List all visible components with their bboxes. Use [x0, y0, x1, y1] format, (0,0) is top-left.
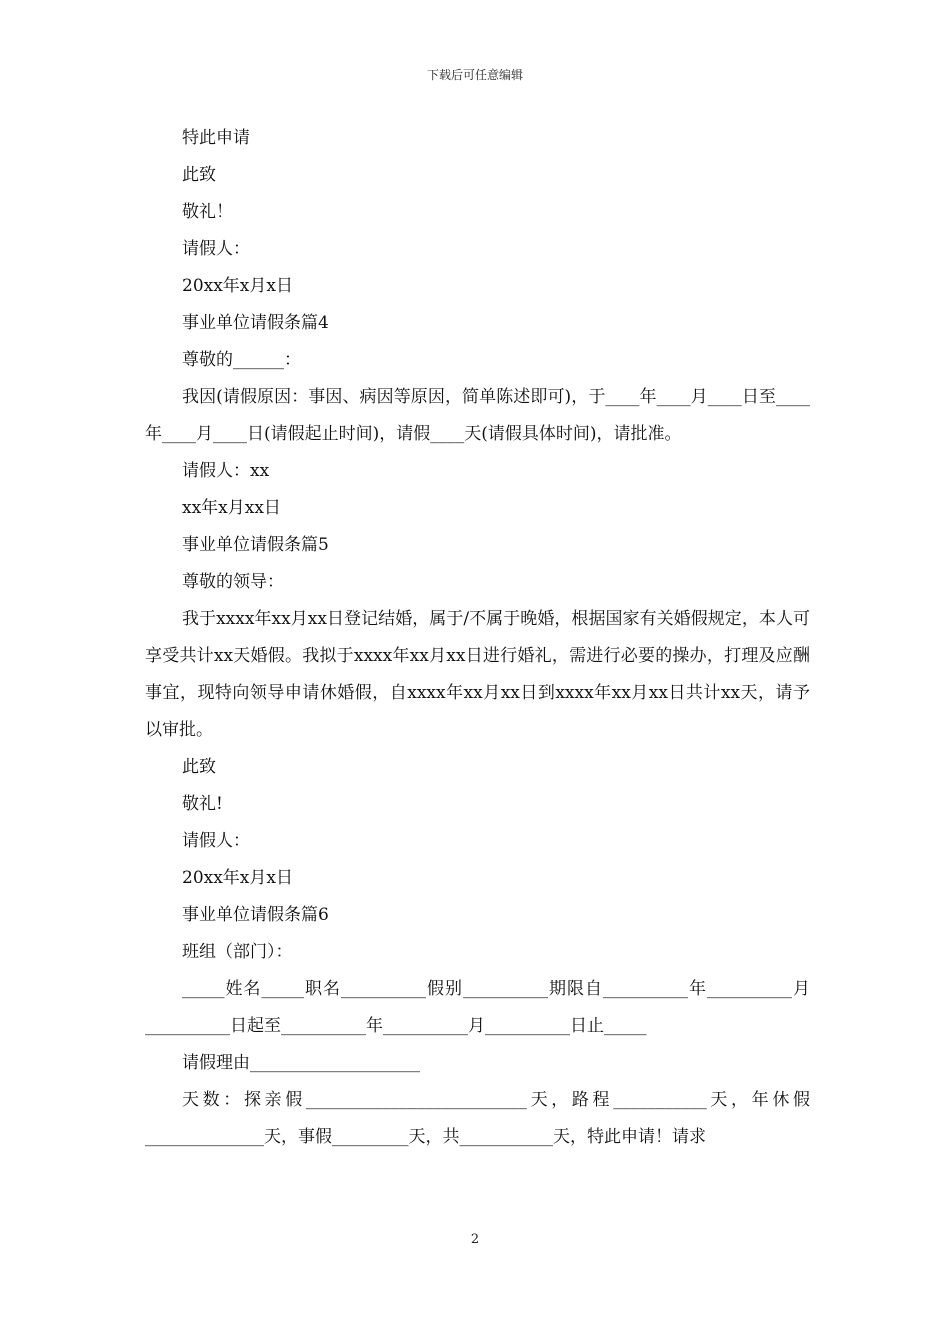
text-line: 请假人：xx	[182, 461, 270, 481]
text-line: 20xx年x月x日	[182, 276, 293, 296]
salutation: 班组（部门）：	[182, 942, 293, 962]
text-line: 敬礼！	[182, 202, 233, 222]
text-line: 此致	[182, 757, 216, 777]
salutation: 尊敬的______：	[182, 350, 301, 370]
paragraph: 我因(请假原因：事因、病因等原因，简单陈述即可)，于____年____月____日至____年____月____日(请假起止时间)，请假____天(请假具体时间)，请批准。	[145, 387, 810, 444]
text-line: 此致	[182, 165, 216, 185]
page-header: 下载后可任意编辑	[426, 68, 523, 82]
text-line: 请假理由____________________	[182, 1053, 420, 1073]
text-line: 20xx年x月x日	[182, 868, 293, 888]
section-title: 事业单位请假条篇6	[182, 905, 329, 925]
paragraph: 天数：探亲假__________________________天，路程___________天，年休假______________天，事假_________天，共___________天，特此申请！请求	[145, 1090, 810, 1147]
salutation: 尊敬的领导：	[182, 572, 284, 592]
paragraph: 我于xxxx年xx月xx日登记结婚，属于/不属于晚婚，根据国家有关婚假规定，本人可享受共计xx天婚假。我拟于xxxx年xx月xx日进行婚礼，需进行必要的操办，打理及应酬事宜，现特向领导申请休婚假，自xxxx年xx月xx日到xxxx年xx月xx日共计xx天，请予以审批。	[145, 609, 810, 740]
text-line: 特此申请	[182, 128, 250, 148]
page-number: 2	[470, 1232, 480, 1247]
document-body	[145, 120, 810, 1156]
text-line: 请假人：	[182, 239, 250, 259]
form-fields-line: _____姓名_____职名__________假别__________期限自__________年__________月__________日起至__________年__________月__________日止_____	[145, 979, 810, 1036]
section-title: 事业单位请假条篇4	[182, 313, 329, 333]
text-line: 敬礼!	[182, 794, 223, 814]
text-line: 请假人：	[182, 831, 250, 851]
text-line: xx年x月xx日	[182, 498, 281, 518]
section-title: 事业单位请假条篇5	[182, 535, 329, 555]
